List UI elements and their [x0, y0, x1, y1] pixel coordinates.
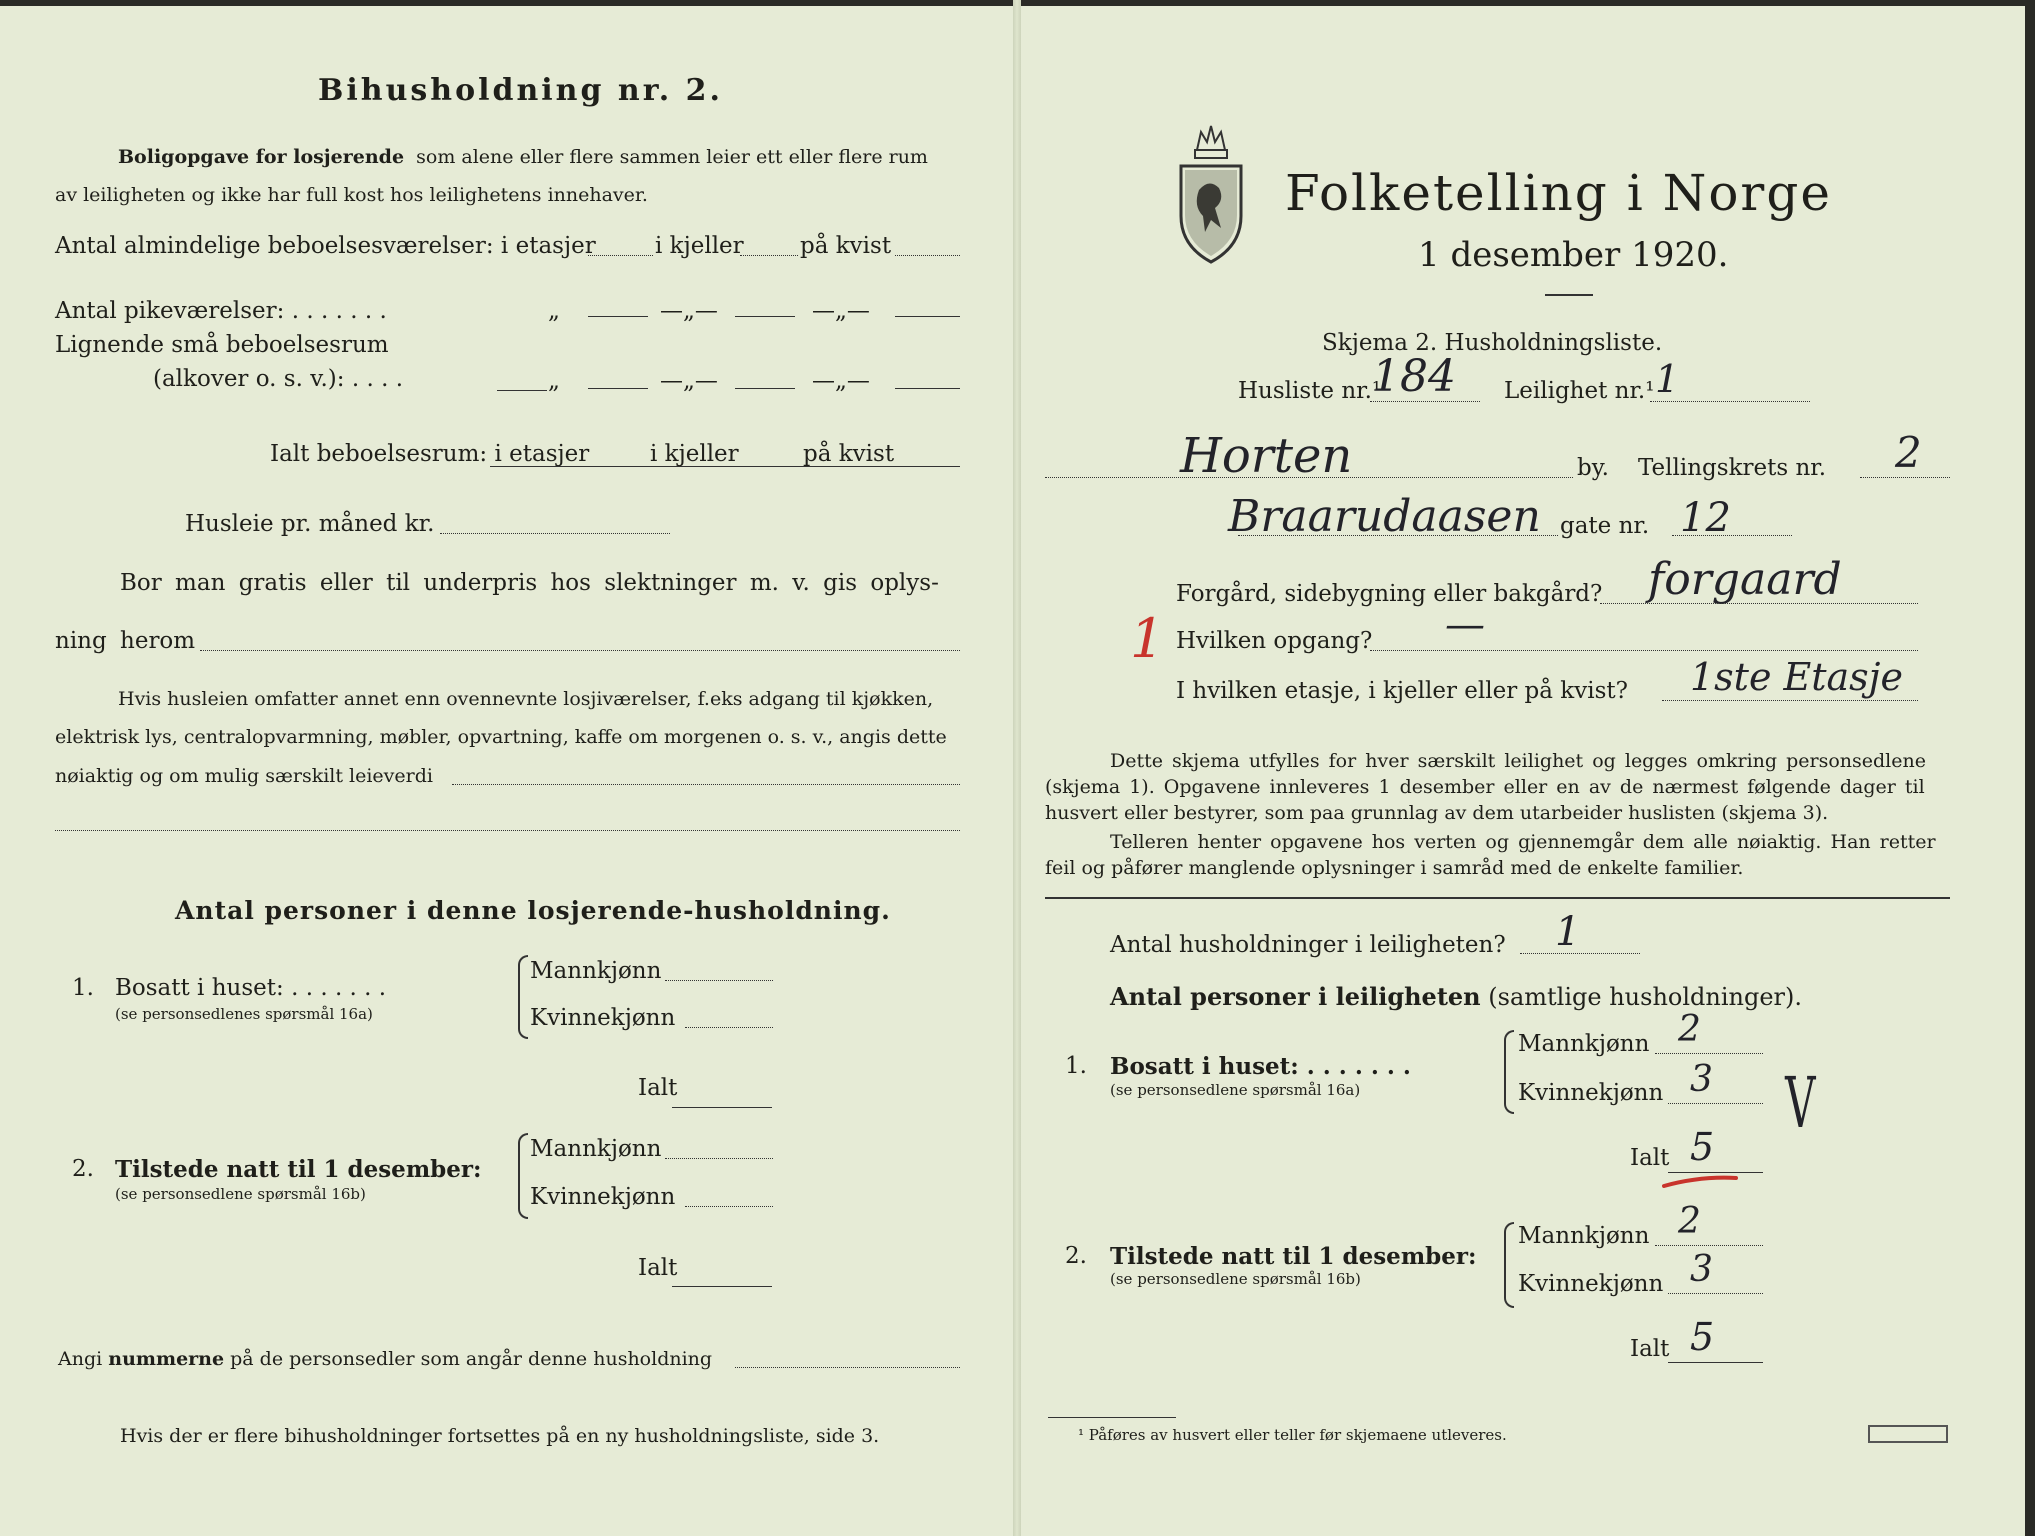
page-fold	[1013, 0, 1021, 1536]
gate-label: gate nr.	[1560, 513, 1650, 539]
lignende-ditto-3: —„—	[812, 368, 870, 394]
hush-value[interactable]: 1	[1555, 909, 1581, 955]
left-q2-brace	[518, 1133, 528, 1219]
dette-line-4: Telleren henter opgavene hos verten og gjennemgår dem alle nøiaktig. Han retter	[1110, 831, 1936, 853]
right-date: 1 desember 1920.	[1418, 235, 1729, 275]
right-q2-num: 2.	[1065, 1243, 1087, 1269]
lignende-label-1: Lignende små beboelsesrum	[55, 332, 389, 358]
rooms-kjeller-field[interactable]	[740, 255, 798, 256]
dette-line-5: feil og påfører manglende oplysninger i samråd med de enkelte familier.	[1045, 857, 1744, 879]
right-q2-mann-value[interactable]: 2	[1678, 1201, 1701, 1242]
right-q2-ialt-underline	[1668, 1362, 1763, 1363]
left-title: Bihusholdning nr. 2.	[318, 73, 723, 108]
left-footer: Hvis der er flere bihusholdninger fortsettes på en ny husholdningsliste, side 3.	[120, 1425, 880, 1447]
gate-underline	[1672, 535, 1792, 536]
left-q2-kvinne-field[interactable]	[685, 1206, 773, 1207]
husliste-label: Husliste nr.¹	[1238, 378, 1382, 404]
left-q1-mann-field[interactable]	[665, 980, 773, 981]
rooms-label: Antal almindelige beboelsesværelser: i etasjer	[55, 233, 596, 259]
lignende-lead-line	[497, 390, 547, 391]
red-underline-mark	[1660, 1172, 1740, 1192]
etasje-label: I hvilken etasje, i kjeller eller på kvist?	[1176, 678, 1628, 704]
left-antal-heading: Antal personer i denne losjerende-husholdning.	[175, 896, 891, 925]
margin-mark: 1	[1130, 607, 1165, 670]
husliste-value[interactable]: 184	[1372, 351, 1456, 402]
pike-ditto-3: —„—	[812, 298, 870, 324]
gratis-line-2: ning herom	[55, 628, 196, 654]
rooms-kjeller-label: i kjeller	[655, 233, 744, 259]
right-q1-mann-value[interactable]: 2	[1678, 1009, 1701, 1050]
krets-label: Tellingskrets nr.	[1638, 455, 1827, 481]
right-q1-num: 1.	[1065, 1053, 1087, 1079]
leilighet-underline	[1650, 401, 1810, 402]
right-q1-ialt-label: Ialt	[1630, 1145, 1670, 1171]
hvis-line-3: nøiaktig og om mulig særskilt leieverdi	[55, 765, 433, 787]
gratis-line-1: Bor man gratis eller til underpris hos slektninger m. v. gis oplys-	[120, 570, 939, 596]
left-q1-brace	[518, 955, 528, 1039]
right-q2-kvinne-underline	[1668, 1293, 1763, 1294]
check-mark: V	[1785, 1062, 1816, 1144]
left-q1-kvinne-field[interactable]	[685, 1027, 773, 1028]
intro-line-1: Boligopgave for losjerende som alene eller flere sammen leier ett eller flere rum	[118, 146, 928, 168]
footnote: ¹ Påføres av husvert eller teller før skjemaene utleveres.	[1078, 1426, 1507, 1444]
left-q1-kvinne-label: Kvinnekjønn	[530, 1005, 676, 1031]
ialt-rooms-label: Ialt beboelsesrum: i etasjer	[270, 441, 590, 467]
husliste-underline	[1370, 401, 1480, 402]
right-q2-mann-label: Mannkjønn	[1518, 1223, 1650, 1249]
left-q1-label: Bosatt i huset: . . . . . . .	[115, 975, 387, 1001]
right-q1-brace	[1504, 1030, 1514, 1114]
husleie-field[interactable]	[440, 533, 670, 534]
intro-line-2: av leiligheten og ikke har full kost hos leilighetens innehaver.	[55, 184, 648, 206]
right-q1-mann-label: Mannkjønn	[1518, 1031, 1650, 1057]
forgard-underline	[1600, 603, 1918, 604]
rooms-kvist-field[interactable]	[895, 255, 960, 256]
forgard-value[interactable]: forgaard	[1648, 554, 1842, 605]
left-q2-mann-label: Mannkjønn	[530, 1136, 662, 1162]
lignende-label-2: (alkover o. s. v.): . . . .	[153, 366, 404, 392]
pike-etasjer-field[interactable]	[588, 316, 648, 317]
right-q2-label: Tilstede natt til 1 desember:	[1110, 1243, 1477, 1270]
right-edge	[2025, 0, 2035, 1536]
left-q2-ialt-field[interactable]	[672, 1286, 772, 1287]
left-q1-mann-label: Mannkjønn	[530, 958, 662, 984]
leilighet-value[interactable]: 1	[1655, 357, 1680, 401]
dette-line-1: Dette skjema utfylles for hver særskilt leilighet og legges omkring personsedlene	[1110, 750, 1926, 772]
hvis-line-1: Hvis husleien omfatter annet enn ovennevnte losjiværelser, f.eks adgang til kjøkken,	[118, 688, 934, 710]
krets-value[interactable]: 2	[1895, 428, 1922, 477]
opgang-label: Hvilken opgang?	[1176, 628, 1373, 654]
lignende-ditto-1: „	[548, 368, 560, 394]
leilighet-label: Leilighet nr.¹	[1504, 378, 1655, 404]
lignende-ditto-2: —„—	[660, 368, 718, 394]
left-q2-ialt-label: Ialt	[638, 1255, 678, 1281]
lignende-etasjer-field[interactable]	[588, 388, 648, 389]
city-value[interactable]: Horten	[1180, 428, 1353, 484]
lignende-kjeller-field[interactable]	[735, 388, 795, 389]
lignende-kvist-field[interactable]	[895, 388, 960, 389]
gate-value[interactable]: 12	[1680, 495, 1731, 541]
krets-underline	[1860, 477, 1950, 478]
right-q1-sub: (se personsedlene spørsmål 16a)	[1110, 1081, 1361, 1099]
right-q2-mann-underline	[1655, 1245, 1763, 1246]
dette-line-2: (skjema 1). Opgavene innleveres 1 desember eller en av de nærmest følgende dager til	[1045, 776, 1925, 798]
left-q2-mann-field[interactable]	[665, 1158, 773, 1159]
right-q2-brace	[1504, 1222, 1514, 1308]
right-q1-kvinne-value[interactable]: 3	[1690, 1059, 1713, 1100]
pike-kvist-field[interactable]	[895, 316, 960, 317]
right-q2-kvinne-label: Kvinnekjønn	[1518, 1271, 1664, 1297]
rooms-etasjer-field[interactable]	[588, 255, 653, 256]
leieverdi-field[interactable]	[452, 784, 960, 785]
left-q1-ialt-field[interactable]	[672, 1107, 772, 1108]
angi-line: Angi nummerne på de personsedler som angår denne husholdning	[58, 1348, 713, 1370]
left-q2-sub: (se personsedlene spørsmål 16b)	[115, 1185, 366, 1203]
pike-label: Antal pikeværelser: . . . . . . .	[55, 298, 387, 324]
ialt-kvist-label: på kvist	[803, 441, 895, 467]
pike-kjeller-field[interactable]	[735, 316, 795, 317]
hvis-line-2: elektrisk lys, centralopvarmning, møbler, opvartning, kaffe om morgenen o. s. v., angis dette	[55, 726, 947, 748]
opgang-value[interactable]: —	[1445, 602, 1485, 648]
angi-field[interactable]	[735, 1367, 960, 1368]
etasje-value[interactable]: 1ste Etasje	[1690, 655, 1903, 699]
right-title: Folketelling i Norge	[1285, 164, 1832, 222]
city-underline	[1045, 477, 1573, 478]
pike-ditto-2: —„—	[660, 298, 718, 324]
left-q2-label: Tilstede natt til 1 desember:	[115, 1156, 482, 1183]
gratis-field[interactable]	[200, 650, 960, 651]
right-antal-heading: Antal personer i leiligheten (samtlige husholdninger).	[1110, 982, 1803, 1011]
street-value[interactable]: Braarudaasen	[1228, 491, 1541, 542]
by-label: by.	[1577, 455, 1609, 481]
left-q1-sub: (se personsedlenes spørsmål 16a)	[115, 1005, 373, 1023]
dette-line-3: husvert eller bestyrer, som paa grunnlag av dem utarbeider huslisten (skjema 3).	[1045, 802, 1829, 824]
leieverdi-field-2[interactable]	[55, 830, 960, 831]
right-q1-label: Bosatt i huset: . . . . . . .	[1110, 1053, 1411, 1080]
skjema-label: Skjema 2. Husholdningsliste.	[1322, 330, 1663, 356]
opgang-underline	[1370, 650, 1918, 651]
street-underline	[1238, 535, 1558, 536]
printer-stamp-icon	[1868, 1425, 1948, 1443]
coat-of-arms-icon	[1175, 120, 1247, 270]
pike-ditto-1: „	[548, 298, 560, 324]
right-q1-kvinne-label: Kvinnekjønn	[1518, 1080, 1664, 1106]
rooms-kvist-label: på kvist	[800, 233, 892, 259]
right-q2-kvinne-value[interactable]: 3	[1690, 1249, 1713, 1290]
title-rule	[1545, 294, 1593, 296]
husleie-label: Husleie pr. måned kr.	[185, 511, 435, 537]
right-q2-ialt-value[interactable]: 5	[1690, 1315, 1715, 1359]
ialt-kjeller-label: i kjeller	[650, 441, 739, 467]
footnote-rule	[1048, 1417, 1176, 1418]
right-q1-mann-underline	[1655, 1053, 1763, 1054]
right-q2-sub: (se personsedlene spørsmål 16b)	[1110, 1270, 1361, 1288]
etasje-underline	[1662, 700, 1918, 701]
section-divider	[1045, 897, 1950, 899]
hush-label: Antal husholdninger i leiligheten?	[1110, 932, 1506, 958]
left-q1-ialt-label: Ialt	[638, 1075, 678, 1101]
left-q1-num: 1.	[72, 975, 94, 1001]
left-q2-num: 2.	[72, 1156, 94, 1182]
left-q2-kvinne-label: Kvinnekjønn	[530, 1184, 676, 1210]
forgard-label: Forgård, sidebygning eller bakgård?	[1176, 581, 1603, 607]
hush-underline	[1520, 953, 1640, 954]
right-q1-ialt-value[interactable]: 5	[1690, 1125, 1715, 1169]
right-q1-kvinne-underline	[1668, 1103, 1763, 1104]
right-q2-ialt-label: Ialt	[1630, 1336, 1670, 1362]
